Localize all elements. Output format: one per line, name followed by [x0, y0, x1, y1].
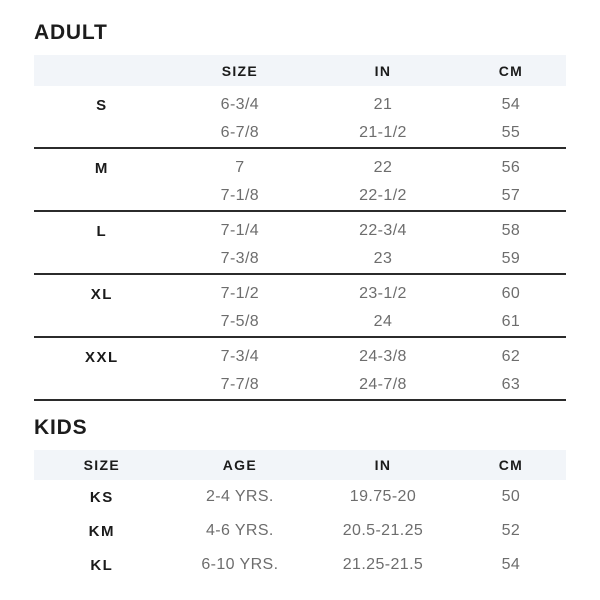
size-value: 7-1/4 [220, 222, 260, 239]
cm-value: 63 [501, 376, 521, 393]
kids-header-in: IN [374, 457, 392, 473]
in-value: 22-3/4 [359, 222, 407, 239]
table-row [34, 371, 566, 399]
in-value: 22-1/2 [359, 187, 407, 204]
cm-value: 55 [501, 124, 521, 141]
adult-size-group-m [34, 149, 566, 212]
adult-header-size: SIZE [221, 62, 259, 79]
kids-table-header [34, 450, 566, 480]
table-row [34, 280, 566, 308]
size-value: 7-1/8 [220, 187, 260, 204]
adult-size-group-l [34, 212, 566, 275]
in-value: 24-3/8 [359, 348, 407, 365]
in-value: 21.25-21.5 [342, 556, 424, 573]
table-row [34, 119, 566, 147]
kids-header-size: SIZE [83, 457, 120, 473]
cm-value: 58 [501, 222, 521, 239]
table-row [34, 480, 566, 514]
table-row [34, 91, 566, 119]
size-label: S [96, 96, 108, 114]
kids-header-age: AGE [222, 457, 257, 473]
cm-value: 54 [501, 96, 521, 113]
adult-size-group-s [34, 86, 566, 149]
size-value: 7 [235, 159, 245, 176]
cm-value: 60 [501, 285, 521, 302]
adult-section-title: ADULT [34, 21, 108, 44]
cm-value: 59 [501, 250, 521, 267]
in-value: 23 [373, 250, 393, 267]
age-value: 4-6 YRS. [205, 522, 274, 539]
in-value: 22 [373, 159, 393, 176]
table-row [34, 217, 566, 245]
cm-value: 56 [501, 159, 521, 176]
adult-size-table [34, 55, 566, 401]
cm-value: 61 [501, 313, 521, 330]
cm-value: 54 [501, 556, 521, 573]
size-value: 7-3/8 [220, 250, 260, 267]
table-row [34, 548, 566, 582]
table-row [34, 154, 566, 182]
size-label: XXL [84, 348, 119, 366]
kids-section-title: KIDS [34, 416, 88, 439]
size-value: 7-5/8 [220, 313, 260, 330]
table-row [34, 182, 566, 210]
in-value: 21 [373, 96, 393, 113]
size-value: 6-7/8 [220, 124, 260, 141]
size-value: 7-3/4 [220, 348, 260, 365]
size-label: XL [90, 285, 113, 303]
table-row [34, 514, 566, 548]
in-value: 24-7/8 [359, 376, 407, 393]
cm-value: 52 [501, 522, 521, 539]
in-value: 23-1/2 [359, 285, 407, 302]
table-row [34, 308, 566, 336]
size-label: KM [88, 522, 115, 540]
adult-header-in: IN [374, 62, 392, 79]
table-row [34, 343, 566, 371]
size-value: 7-7/8 [220, 376, 260, 393]
in-value: 20.5-21.25 [342, 522, 424, 539]
cm-value: 50 [501, 488, 521, 505]
cm-value: 62 [501, 348, 521, 365]
table-row [34, 245, 566, 273]
size-value: 7-1/2 [220, 285, 260, 302]
adult-header-cm: CM [498, 62, 524, 79]
in-value: 21-1/2 [359, 124, 407, 141]
age-value: 2-4 YRS. [205, 488, 274, 505]
size-label: KS [89, 488, 114, 506]
in-value: 19.75-20 [349, 488, 417, 505]
age-value: 6-10 YRS. [201, 556, 279, 573]
size-value: 6-3/4 [220, 96, 260, 113]
kids-header-cm: CM [498, 457, 524, 473]
size-label: KL [90, 556, 114, 574]
adult-size-group-xl [34, 275, 566, 338]
adult-table-header [34, 55, 566, 86]
cm-value: 57 [501, 187, 521, 204]
in-value: 24 [373, 313, 393, 330]
size-label: M [94, 159, 109, 177]
kids-size-table [34, 450, 566, 582]
size-label: L [96, 222, 108, 240]
adult-size-group-xxl [34, 338, 566, 401]
